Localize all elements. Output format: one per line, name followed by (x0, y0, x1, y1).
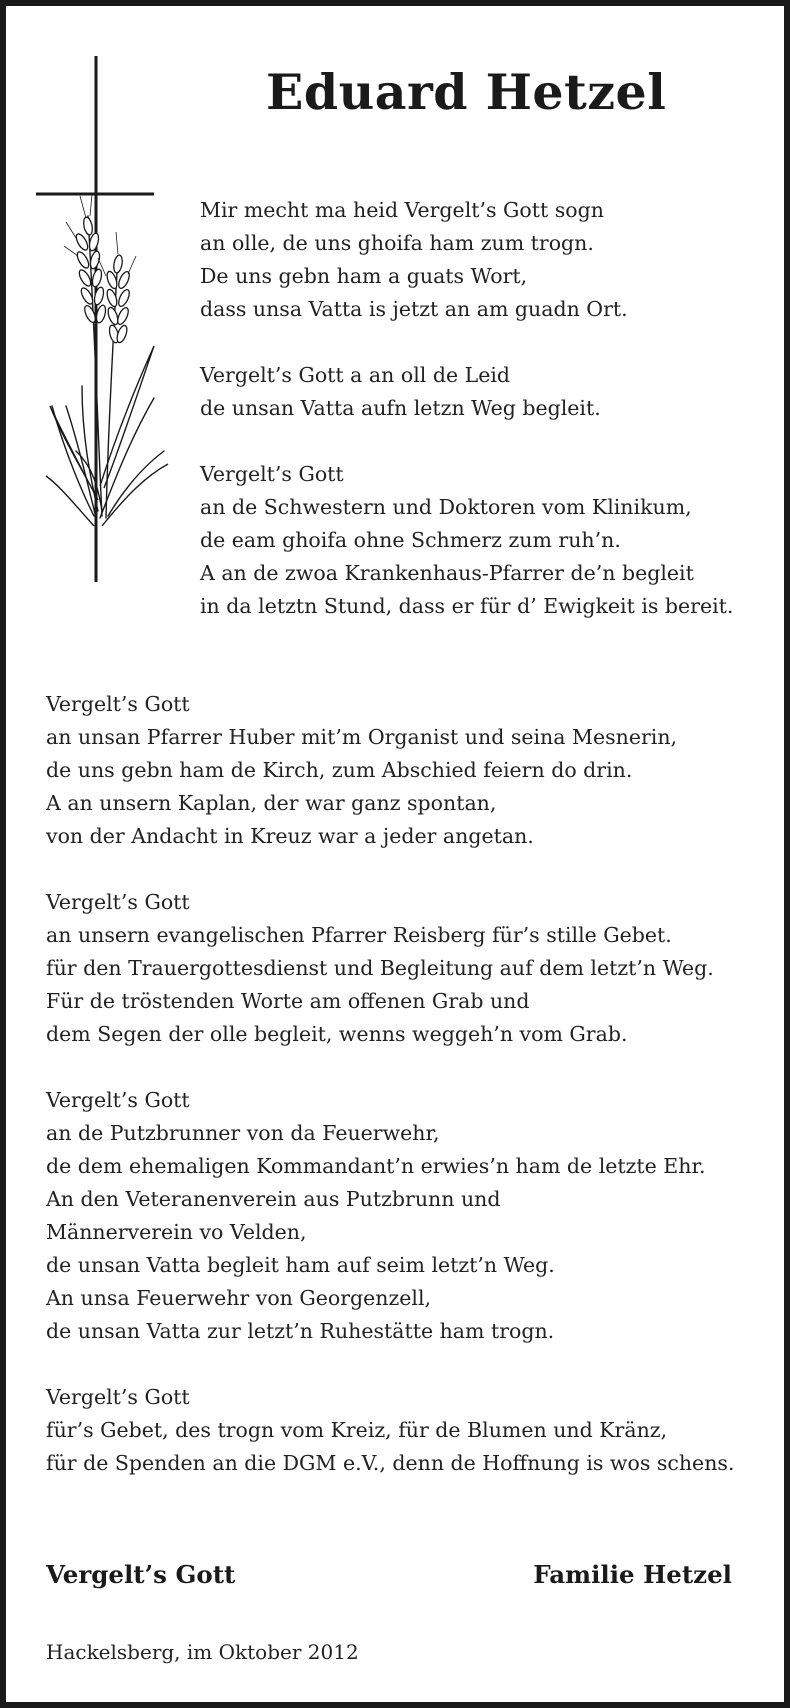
poem-line: de dem ehemaligen Kommandant’n erwies’n ham de letzte Ehr. (46, 1154, 706, 1178)
poem-line: An den Veteranenverein aus Putzbrunn und (46, 1187, 501, 1211)
stanza-gap (200, 425, 733, 458)
poem-line: für’s Gebet, des trogn vom Kreiz, für de Blumen und Kränz, (46, 1418, 668, 1442)
poem-line: de eam ghoifa ohne Schmerz zum ruh’n. (200, 528, 621, 552)
poem-line: in da letztn Stund, dass er für d’ Ewigkeit is bereit. (200, 594, 734, 618)
cross-with-wheat-icon (36, 56, 176, 636)
poem-line: dem Segen der olle begleit, wenns weggeh’n vom Grab. (46, 1022, 628, 1046)
poem-line: Mir mecht ma heid Vergelt’s Gott sogn (200, 198, 604, 222)
family-signature: Familie Hetzel (533, 1560, 732, 1589)
poem-line: de unsan Vatta begleit ham auf seim letzt’n Weg. (46, 1253, 555, 1277)
poem-line: Für de tröstenden Worte am offenen Grab und (46, 989, 530, 1013)
poem-line: an de Putzbrunner von da Feuerwehr, (46, 1121, 440, 1145)
poem-line: Vergelt’s Gott (46, 890, 190, 914)
poem-line: für de Spenden an die DGM e.V., denn de Hoffnung is wos schens. (46, 1451, 735, 1475)
stanza-gap (46, 853, 734, 886)
poem-line: A an unsern Kaplan, der war ganz spontan, (46, 791, 497, 815)
poem-line: für den Trauergottesdienst und Begleitung auf dem letzt’n Weg. (46, 956, 714, 980)
place-and-date: Hackelsberg, im Oktober 2012 (46, 1640, 359, 1664)
poem-line: de unsan Vatta aufn letzn Weg begleit. (200, 396, 601, 420)
poem-lower (46, 688, 734, 1480)
poem-line: Vergelt’s Gott (46, 1088, 190, 1112)
deceased-name: Eduard Hetzel (266, 63, 667, 121)
poem-line: an unsern evangelischen Pfarrer Reisberg für’s stille Gebet. (46, 923, 672, 947)
poem-line: an olle, de uns ghoifa ham zum trogn. (200, 231, 594, 255)
poem-upper (200, 194, 733, 623)
poem-line: Männerverein vo Velden, (46, 1220, 307, 1244)
poem-line: Vergelt’s Gott (46, 692, 190, 716)
poem-line: A an de zwoa Krankenhaus-Pfarrer de’n begleit (200, 561, 694, 585)
poem-line: An unsa Feuerwehr von Georgenzell, (46, 1286, 432, 1310)
poem-line: von der Andacht in Kreuz war a jeder angetan. (46, 824, 534, 848)
poem-line: dass unsa Vatta is jetzt an am guadn Ort. (200, 297, 628, 321)
stanza-gap (200, 326, 733, 359)
poem-line: De uns gebn ham a guats Wort, (200, 264, 528, 288)
poem-line: an de Schwestern und Doktoren vom Klinikum, (200, 495, 692, 519)
stanza-gap (46, 1348, 734, 1381)
closing-thanks: Vergelt’s Gott (46, 1560, 236, 1589)
poem-line: an unsan Pfarrer Huber mit’m Organist und seina Mesnerin, (46, 725, 678, 749)
poem-line: Vergelt’s Gott a an oll de Leid (200, 363, 511, 387)
poem-line: de unsan Vatta zur letzt’n Ruhestätte ham trogn. (46, 1319, 555, 1343)
poem-line: Vergelt’s Gott (46, 1385, 190, 1409)
poem-line: de uns gebn ham de Kirch, zum Abschied feiern do drin. (46, 758, 633, 782)
poem-line: Vergelt’s Gott (200, 462, 344, 486)
stanza-gap (46, 1051, 734, 1084)
